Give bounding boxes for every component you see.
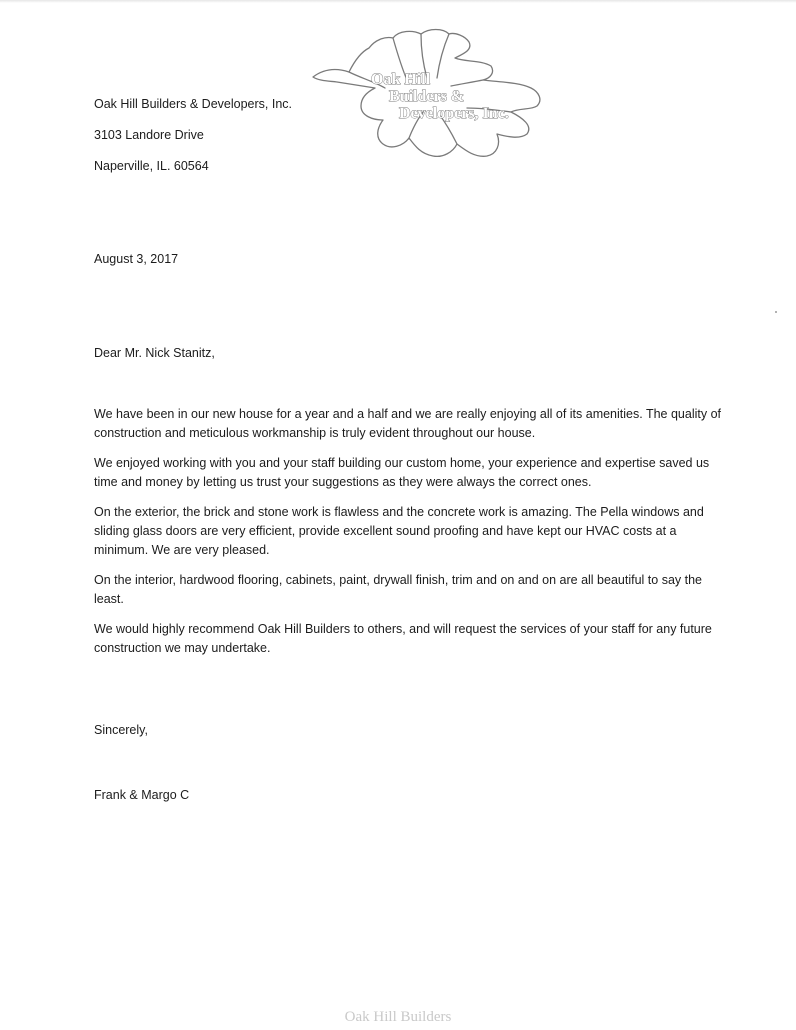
letter-date: August 3, 2017 — [94, 252, 179, 266]
body-paragraph: We would highly recommend Oak Hill Builders to others, and will request the services of your staff for any future construction we may undertake. — [94, 622, 712, 655]
company-name: Oak Hill Builders & Developers, Inc. — [94, 97, 292, 111]
logo-line-1: Oak Hill — [371, 71, 431, 88]
footer-watermark: Oak Hill Builders — [344, 1009, 452, 1025]
city-state-zip: Naperville, IL. 60564 — [94, 159, 209, 173]
body-paragraph: We have been in our new house for a year and a half and we are really enjoying all of its amenities. The quality of construction and meticulous workmanship is truly evident throughout our house. — [94, 407, 721, 440]
signature-name: Frank & Margo C — [94, 788, 190, 802]
scan-speck — [775, 311, 777, 313]
letter-body — [94, 405, 724, 669]
body-paragraph: On the exterior, the brick and stone work is flawless and the concrete work is amazing. The Pella windows and sliding glass doors are very efficient, provide excellent sound proofing and have kept our HVAC costs at a minimum. We are very pleased. — [94, 505, 704, 557]
company-logo — [305, 22, 555, 167]
scan-edge — [0, 0, 796, 3]
body-paragraph: We enjoyed working with you and your staff building our custom home, your experience and expertise saved us time and money by letting us trust your suggestions as they were always the correct ones. — [94, 456, 710, 489]
logo-line-3: Developers, Inc. — [399, 105, 509, 122]
street-address: 3103 Landore Drive — [94, 128, 204, 142]
closing: Sincerely, — [94, 723, 148, 737]
body-paragraph: On the interior, hardwood flooring, cabinets, paint, drywall finish, trim and on and on are all beautiful to say the least. — [94, 573, 702, 606]
logo-line-2: Builders & — [389, 88, 465, 105]
letterhead-address — [94, 98, 292, 191]
salutation: Dear Mr. Nick Stanitz, — [94, 346, 215, 360]
